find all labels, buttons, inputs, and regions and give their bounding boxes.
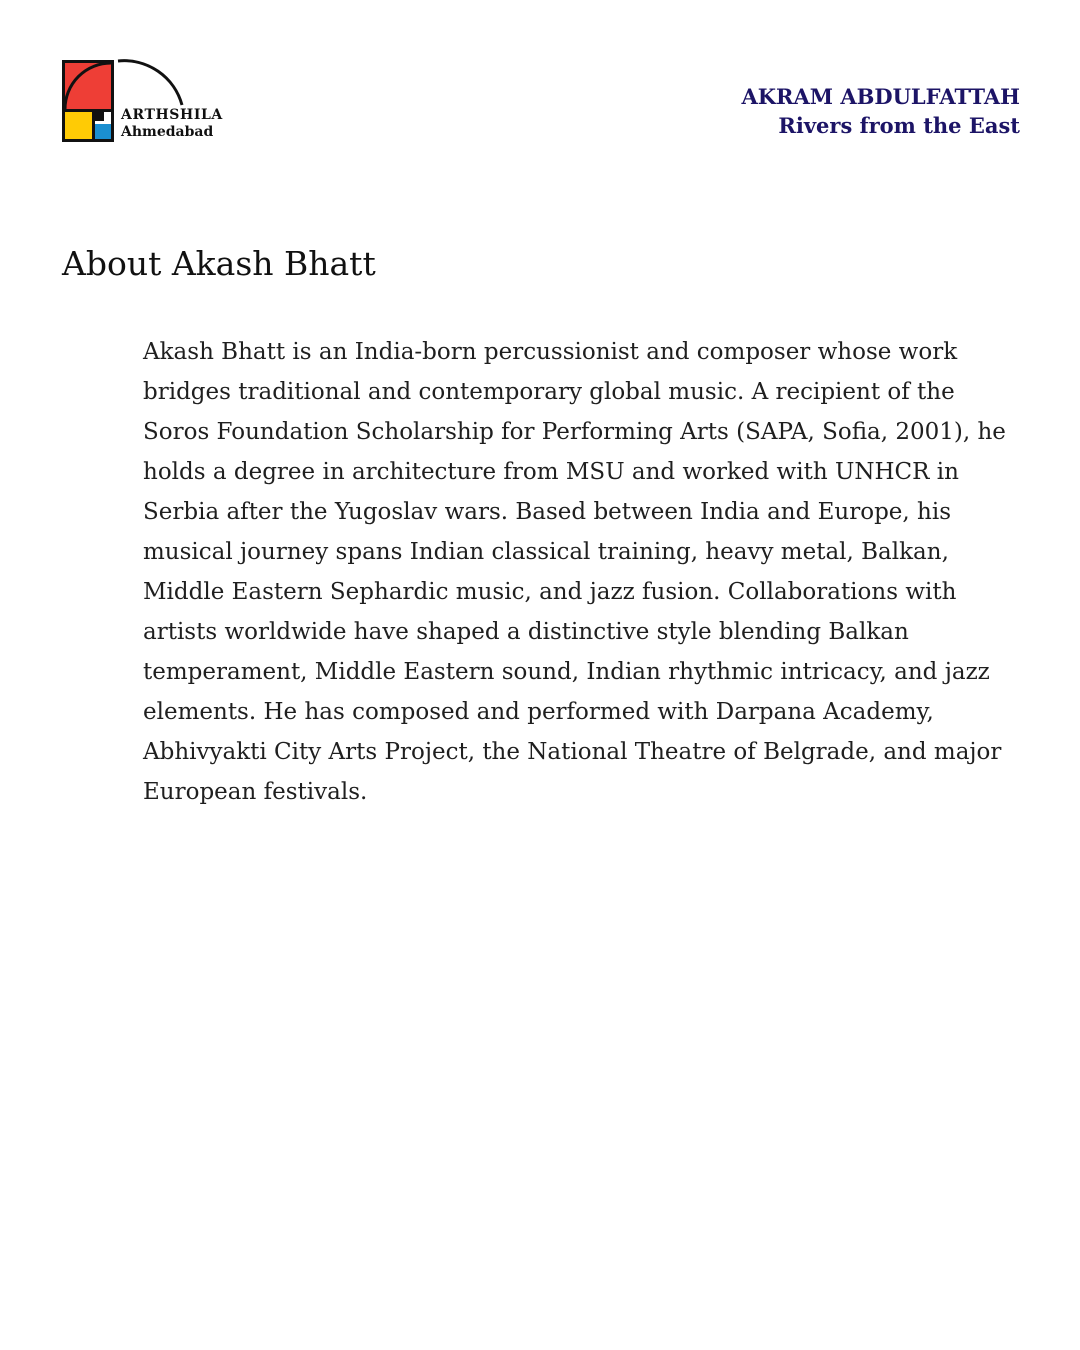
page-title: About Akash Bhatt	[62, 244, 376, 283]
exhibition-title: Rivers from the East	[778, 113, 1020, 138]
artist-name: AKRAM ABDULFATTAH	[741, 84, 1020, 109]
logo-name: ARTHSHILA	[121, 107, 223, 123]
arthshila-logo[interactable]	[62, 58, 232, 148]
logo-city: Ahmedabad	[121, 124, 214, 140]
bio-paragraph: Akash Bhatt is an India-born percussionist and composer whose work bridges traditional and contemporary global music. A recipient of the Soros Foundation Scholarship for Performing Arts (SAPA, Sofia, 2001), he holds a degree in architecture from MSU and worked with UNHCR in Serbia after the Yugoslav wars. Based between India and Europe, his musical journey spans Indian classical training, heavy metal, Balkan, Middle Eastern Sephardic music, and jazz fusion. Collaborations with artists worldwide have shaped a distinctive style blending Balkan temperament, Middle Eastern sound, Indian rhythmic intricacy, and jazz elements. He has composed and performed with Darpana Academy, Abhivyakti City Arts Project, the National Theatre of Belgrade, and major European festivals.	[143, 339, 1006, 805]
header-right	[742, 82, 1021, 140]
